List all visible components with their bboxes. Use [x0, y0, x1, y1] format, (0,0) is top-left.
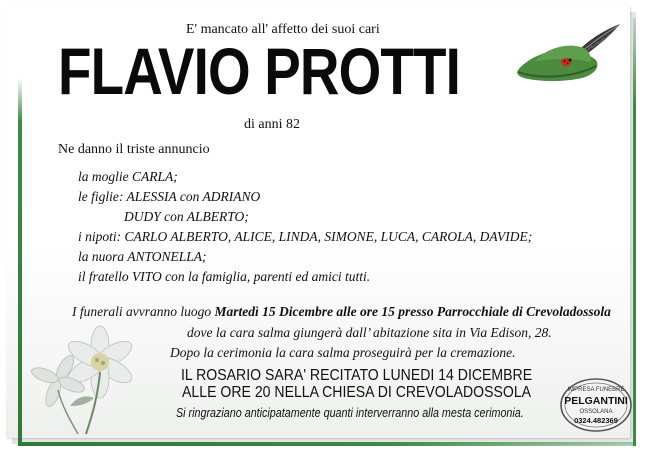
funeral-intro: I funerali avvranno luogo	[72, 304, 215, 319]
rosary-line-2: ALLE ORE 20 NELLA CHIESA DI CREVOLADOSSOLA	[182, 384, 532, 401]
thanks-text: Si ringraziano anticipatamente quanti interverranno alla mesta cerimonia.	[176, 406, 524, 420]
frame-line-left	[18, 78, 22, 446]
agency-top: IMPRESA FUNEBRE	[567, 387, 625, 393]
family-line: DUDY con ALBERTO;	[124, 209, 249, 224]
frame-line-bottom	[18, 442, 636, 446]
frame-line-right	[633, 18, 636, 446]
rosary-line-1: IL ROSARIO SARA' RECITATO LUNEDI 14 DICEMBRE	[181, 367, 533, 384]
funeral-details: Martedì 15 Dicembre alle ore 15 presso Parrocchiale di Crevoladossola	[214, 304, 611, 319]
agency-name: PELGANTINI	[564, 395, 628, 407]
rosary-notice	[181, 367, 532, 401]
age-text: di anni 82	[244, 117, 300, 132]
edelweiss-flower-icon	[28, 306, 158, 436]
intro-text: E' mancato all' affetto dei suoi cari	[186, 22, 380, 37]
family-line: il fratello VITO con la famiglia, parenti ed amici tutti.	[78, 269, 371, 284]
agency-stamp	[559, 377, 633, 433]
family-line: la moglie CARLA;	[78, 169, 178, 184]
agency-phone: 0324.482369	[574, 416, 618, 425]
agency-place: OSSOLANA	[579, 409, 613, 415]
family-line: le figlie: ALESSIA con ADRIANO	[78, 189, 261, 204]
deceased-name: FLAVIO PROTTI	[58, 34, 461, 108]
salma-line: dove la cara salma giungerà dall’ abitazione sita in Via Edison, 28.	[187, 325, 552, 340]
cremation-line: Dopo la cerimonia la cara salma proseguirà per la cremazione.	[170, 345, 516, 360]
announce-text: Ne danno il triste annuncio	[58, 142, 210, 157]
family-line: la nuora ANTONELLA;	[78, 249, 207, 264]
alpine-hat-icon	[512, 20, 624, 92]
family-line: i nipoti: CARLO ALBERTO, ALICE, LINDA, SIMONE, LUCA, CAROLA, DAVIDE;	[78, 229, 533, 244]
